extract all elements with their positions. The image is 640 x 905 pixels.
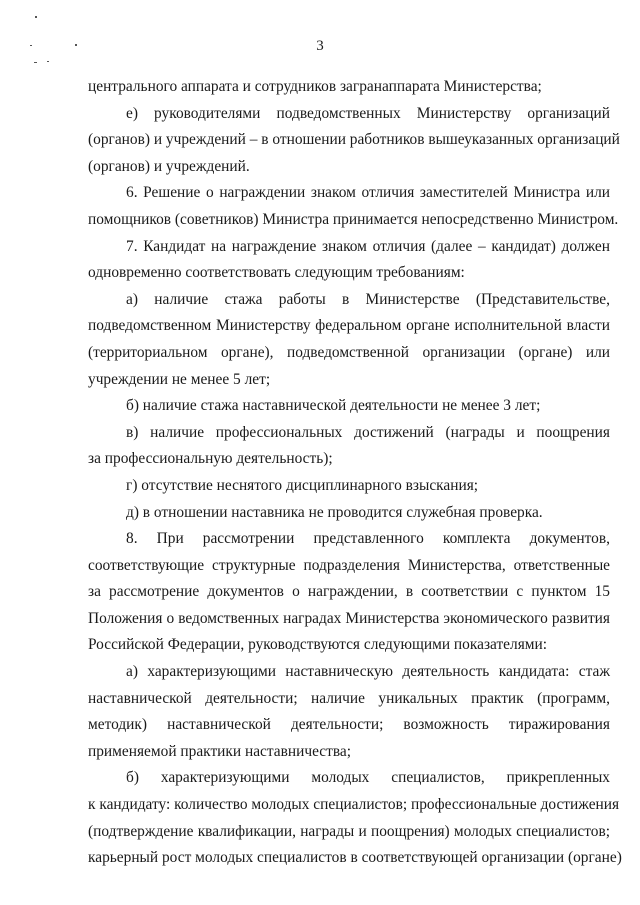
text-line: за профессиональную деятельность); (88, 450, 333, 468)
text-line: 6. Решение о награждении знаком отличия заместителей Министра или (126, 184, 610, 202)
text-line: а) наличие стажа работы в Министерстве (Представительстве, (126, 290, 610, 308)
text-line: центрального аппарата и сотрудников загранаппарата Министерства; (88, 78, 542, 95)
text-line: б) характеризующими молодых специалистов, прикрепленных (126, 769, 610, 787)
text-line: (органов) и учреждений. (88, 157, 250, 175)
text-line: е) руководителями подведомственных Министерству организаций (126, 104, 610, 122)
text-line: 7. Кандидат на награждение знаком отличия (далее – кандидат) должен (126, 237, 610, 255)
text-line: применяемой практики наставничества; (88, 742, 352, 760)
text-line: (подтверждение квалификации, награды и поощрения) молодых специалистов; (88, 822, 610, 840)
text-line: учреждении не менее 5 лет; (88, 370, 271, 388)
text-line: в) наличие профессиональных достижений (награды и поощрения (126, 423, 610, 441)
text-line: одновременно соответствовать следующим требованиям: (88, 264, 465, 282)
text-line: к кандидату: количество молодых специалистов; профессиональные достижения (88, 796, 620, 814)
text-line: наставнической деятельности; наличие уникальных практик (программ, (88, 689, 610, 707)
text-line: (территориальном органе), подведомственной организации (органе) или (88, 343, 610, 361)
text-line: Положения о ведомственных наградах Министерства экономического развития (88, 609, 610, 627)
text-line: за рассмотрение документов о награждении, в соответствии с пунктом 15 (88, 583, 610, 601)
text-line: г) отсутствие неснятого дисциплинарного взыскания; (126, 476, 479, 494)
page-number: 3 (316, 38, 324, 54)
text-line: подведомственном Министерству федеральном органе исполнительной власти (88, 317, 610, 335)
text-line: (органов) и учреждений – в отношении работников вышеуказанных организаций (88, 131, 620, 149)
text-line: д) в отношении наставника не проводится служебная проверка. (126, 503, 543, 521)
text-line: методик) наставнической деятельности; возможность тиражирования (88, 716, 610, 734)
text-line: а) характеризующими наставническую деятельность кандидата: стаж (126, 663, 610, 681)
text-line: б) наличие стажа наставнической деятельности не менее 3 лет; (126, 397, 541, 415)
text-line: карьерный рост молодых специалистов в соответствующей организации (органе) (88, 849, 622, 867)
document-body (88, 74, 622, 872)
text-line: Российской Федерации, руководствуются следующими показателями: (88, 636, 548, 654)
text-line: соответствующие структурные подразделения Министерства, ответственные (88, 556, 610, 574)
text-line: 8. При рассмотрении представленного комплекта документов, (126, 530, 610, 548)
text-line: помощников (советников) Министра принимается непосредственно Министром. (88, 210, 619, 228)
